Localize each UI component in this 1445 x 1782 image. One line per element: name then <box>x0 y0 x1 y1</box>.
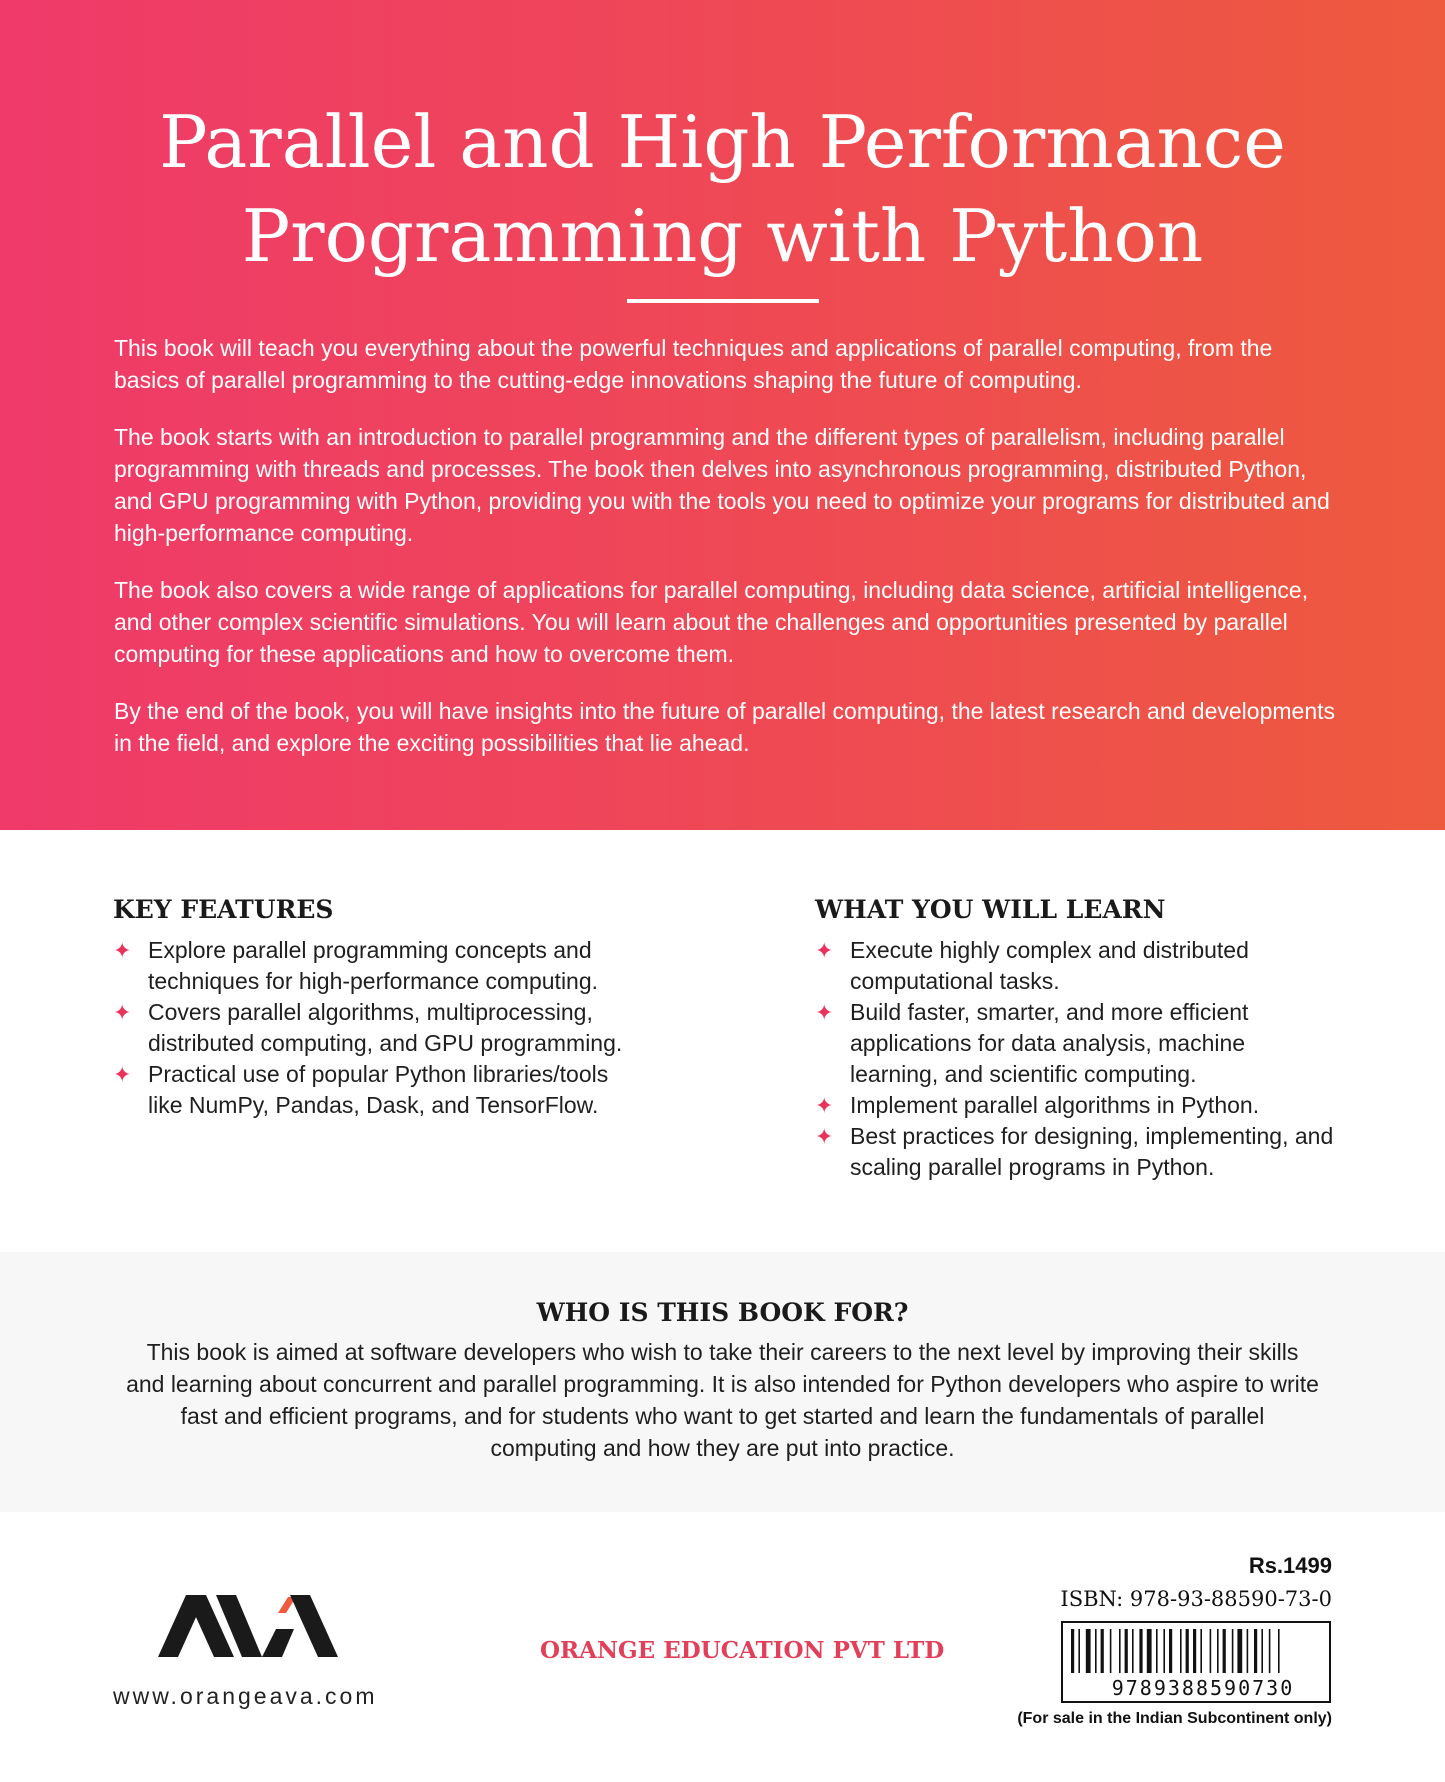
book-title-line-2: Programming with Python <box>241 194 1204 278</box>
barcode-digits: 9789388590730 <box>1111 1676 1295 1700</box>
sparkle-bullet-icon: ✦ <box>815 938 834 963</box>
key-features-section <box>113 893 633 1121</box>
title-divider <box>627 299 819 303</box>
what-you-will-learn-list <box>815 935 1335 1183</box>
list-item-text: Execute highly complex and distributed computational tasks. <box>850 937 1249 994</box>
list-item-text: Covers parallel algorithms, multiprocessing, distributed computing, and GPU programming. <box>148 999 623 1056</box>
description-paragraph: The book also covers a wide range of applications for parallel computing, including data science, artificial intelligence, and other complex scientific simulations. You will learn about the challenges and opportunities presented by parallel computing for these applications and how to overcome them. <box>114 577 1309 667</box>
list-item-text: Best practices for designing, implementing, and scaling parallel programs in Python. <box>850 1123 1334 1180</box>
sale-region-note: (For sale in the Indian Subcontinent only) <box>1017 1710 1332 1727</box>
list-item-text: Implement parallel algorithms in Python. <box>850 1092 1260 1118</box>
list-item-text: Build faster, smarter, and more efficient applications for data analysis, machine learning, and scientific computing. <box>850 999 1249 1087</box>
book-title <box>0 95 1445 283</box>
list-item <box>815 997 1335 1090</box>
book-description <box>114 332 1336 784</box>
what-you-will-learn-heading: WHAT YOU WILL LEARN <box>815 895 1166 924</box>
key-features-heading: KEY FEATURES <box>113 895 334 924</box>
list-item <box>113 997 633 1059</box>
book-title-line-1: Parallel and High Performance <box>159 100 1286 184</box>
book-price: Rs.1499 <box>1248 1553 1332 1578</box>
list-item-text: Practical use of popular Python libraries/tools like NumPy, Pandas, Dask, and TensorFlow. <box>148 1061 609 1118</box>
audience-text: This book is aimed at software developers who wish to take their careers to the next level by improving their skills and learning about concurrent and parallel programming. It is also intended for Python developers who aspire to write fast and efficient programs, and for students who want to get started and learn the fundamentals of parallel computing and how they are put into practice. <box>126 1339 1319 1461</box>
description-paragraph: This book will teach you everything about the powerful techniques and applications of parallel computing, from the basics of parallel programming to the cutting-edge innovations shaping the future of computing. <box>114 335 1273 393</box>
list-item <box>113 935 633 997</box>
list-item <box>815 935 1335 997</box>
ava-logo <box>158 1595 338 1657</box>
sparkle-bullet-icon: ✦ <box>815 1000 834 1025</box>
isbn-number: ISBN: 978-93-88590-73-0 <box>1060 1587 1332 1611</box>
description-paragraph: By the end of the book, you will have insights into the future of parallel computing, the latest research and developments in the field, and explore the exciting possibilities that lie ahead. <box>114 698 1336 756</box>
sparkle-bullet-icon: ✦ <box>113 1000 132 1025</box>
publisher-website: www.orangeava.com <box>113 1683 378 1709</box>
publisher-name: ORANGE EDUCATION PVT LTD <box>540 1637 945 1664</box>
list-item <box>815 1121 1335 1183</box>
sparkle-bullet-icon: ✦ <box>113 938 132 963</box>
sparkle-bullet-icon: ✦ <box>815 1124 834 1149</box>
description-paragraph: The book starts with an introduction to parallel programming and the different types of parallelism, including parallel programming with threads and processes. The book then delves into asynchronous programming, distributed Python, and GPU programming with Python, providing you with the tools you need to optimize your programs for distributed and high-performance computing. <box>114 424 1330 546</box>
cover-hero <box>0 0 1445 830</box>
audience-heading: WHO IS THIS BOOK FOR? <box>536 1298 909 1327</box>
sparkle-bullet-icon: ✦ <box>815 1093 834 1118</box>
audience-section <box>0 1252 1445 1512</box>
list-item-text: Explore parallel programming concepts and techniques for high-performance computing. <box>148 937 599 994</box>
list-item <box>113 1059 633 1121</box>
key-features-list <box>113 935 633 1121</box>
what-you-will-learn-section <box>815 893 1335 1183</box>
sparkle-bullet-icon: ✦ <box>113 1062 132 1087</box>
list-item <box>815 1090 1335 1121</box>
